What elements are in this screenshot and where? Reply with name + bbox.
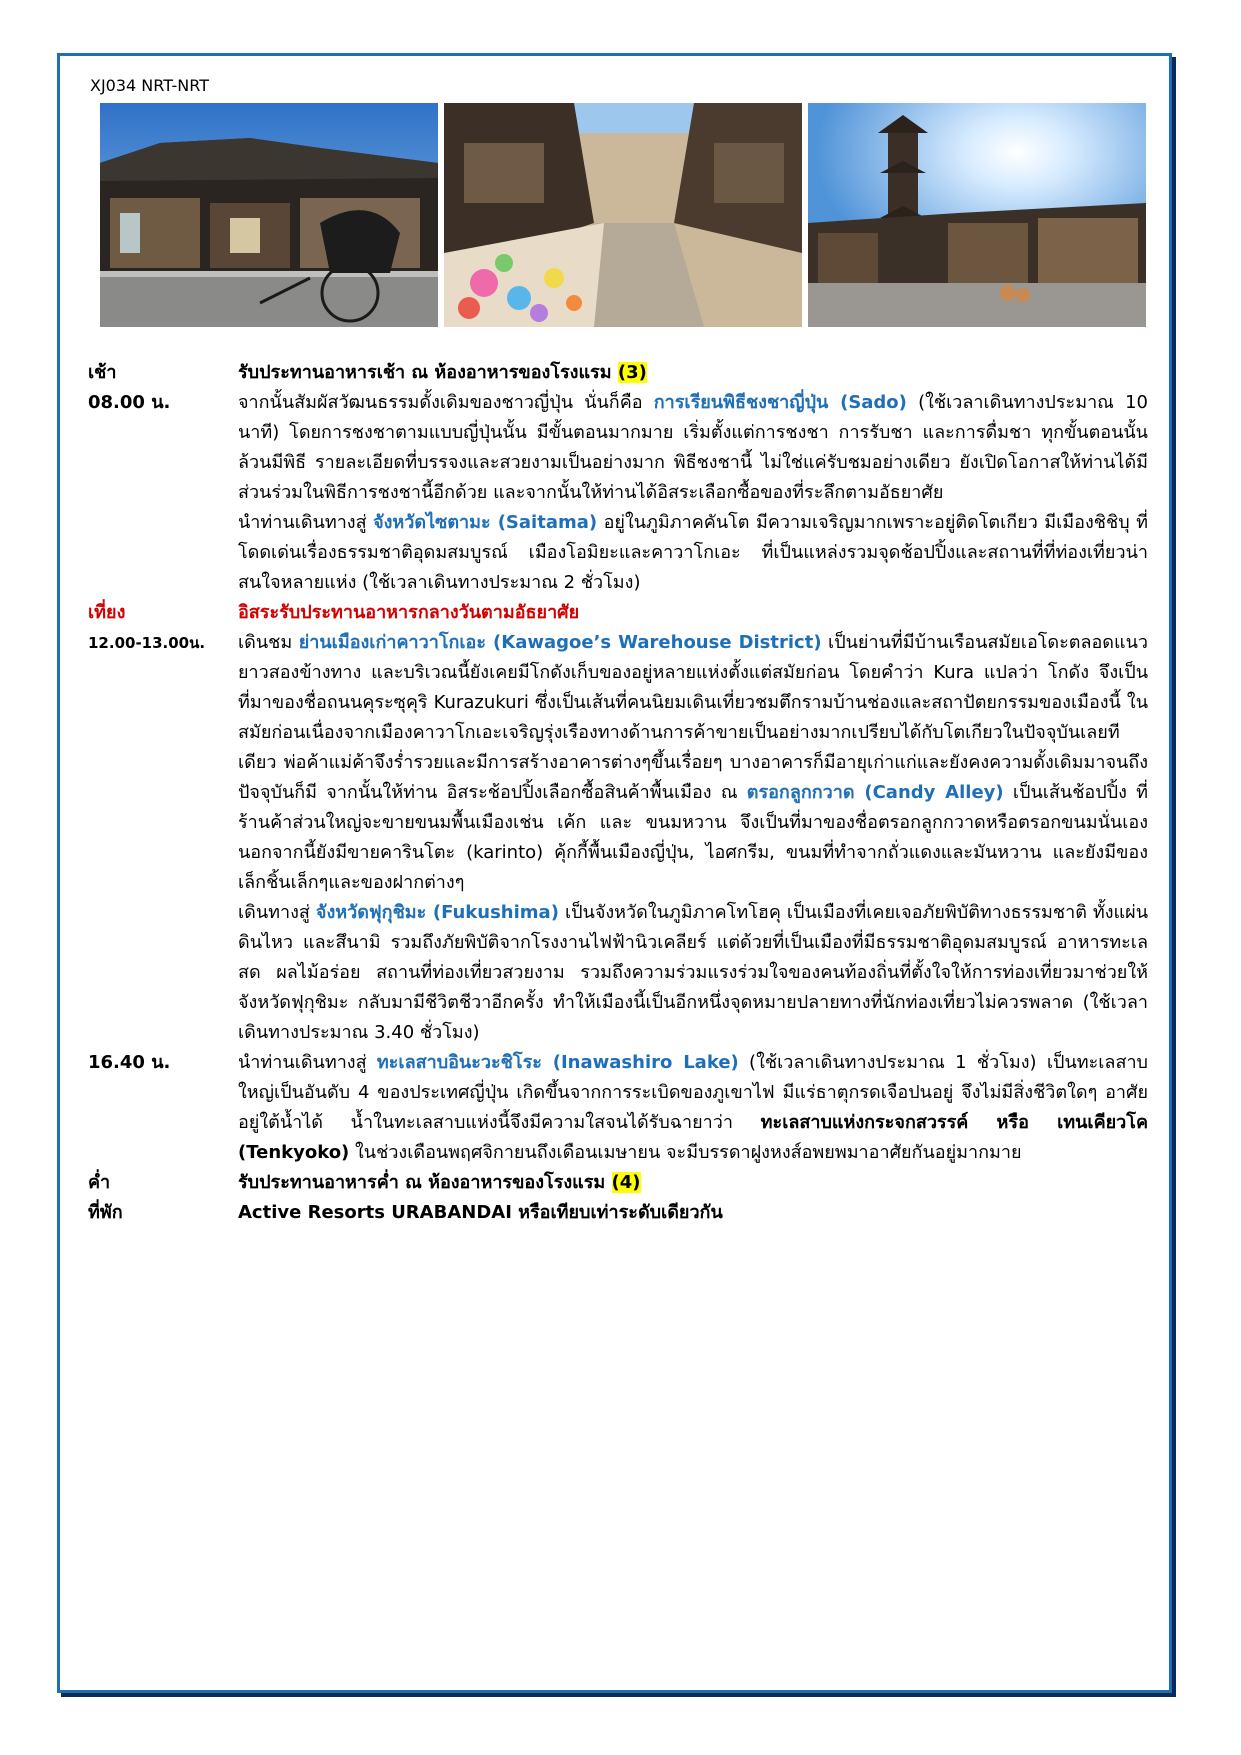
row-1200 — [88, 628, 1148, 1048]
description: นำท่านเดินทางสู่ ทะเลสาบอินะวะชิโระ (Inawashiro Lake) (ใช้เวลาเดินทางประมาณ 1 ชั่วโมง) เป็นทะเลสาบใหญ่เป็นอันดับ 4 ของประเทศญี่ปุ่น เกิดขึ้นจากการระเบิดของภูเขาไฟ มีแร่ธาตุกรดเจือปนอยู่ จึงไม่มีสิ่งชีวิตใดๆ อาศัยอยู่ใต้น้ำได้ น้ำในทะเลสาบแห่งนี้จึงมีความใสจนได้รับฉายาว่า ทะเลสาบแห่งกระจกสวรรค์ หรือ เทนเคียวโค (Tenkyoko) ในช่วงเดือนพฤศจิกายนถึงเดือนเมษายน จะมีบรรดาฝูงหงส์อพยพมาอาศัยกันอยู่มากมาย — [238, 1052, 1148, 1163]
row-breakfast — [88, 358, 1148, 388]
time-label: 16.40 น. — [88, 1052, 171, 1073]
breakfast-text: รับประทานอาหารเช้า ณ ห้องอาหารของโรงแรม (3) — [238, 362, 647, 383]
hotel-text: Active Resorts URABANDAI หรือเทียบเท่าระดับเดียวกัน — [238, 1202, 723, 1223]
description — [238, 628, 1148, 1048]
description — [238, 388, 1148, 598]
time-label: ที่พัก — [88, 1202, 123, 1223]
time-label: ค่ำ — [88, 1172, 111, 1193]
time-label: เช้า — [88, 362, 117, 383]
tour-code: XJ034 NRT-NRT — [90, 76, 209, 95]
photo-bell-tower — [808, 103, 1146, 327]
photo-kawagoe-street — [100, 103, 438, 327]
time-label: เที่ยง — [88, 602, 126, 623]
lunch-text: อิสระรับประทานอาหารกลางวันตามอัธยาศัย — [238, 602, 580, 623]
highlight-candy-alley: ตรอกลูกกวาด (Candy Alley) — [746, 782, 1004, 803]
highlight-kawagoe: ย่านเมืองเก่าคาวาโกเอะ (Kawagoe’s Warehouse District) — [298, 632, 822, 653]
meal-number: (3) — [617, 362, 647, 383]
highlight-sado: การเรียนพิธีชงชาญี่ปุ่น (Sado) — [653, 392, 907, 413]
photo-candy-alley — [444, 103, 802, 327]
paragraph: เดินทางสู่ จังหวัดฟุกุชิมะ (Fukushima) เป็นจังหวัดในภูมิภาคโทโฮคุ เป็นเมืองที่เคยเจอภัยพิบัติทางธรรมชาติ ทั้งแผ่นดินไหว และสึนามิ รวมถึงภัยพิบัติจากโรงงานไฟฟ้านิวเคลียร์ แต่ด้วยที่เป็นเมืองที่มีธรรมชาติอุดมสมบูรณ์ อาหารทะเลสด ผลไม้อร่อย สถานที่ท่องเที่ยวสวยงาม รวมถึงความร่วมแรงร่วมใจของคนท้องถิ่นที่ตั้งใจให้การท่องเที่ยวมาช่วยให้ จังหวัดฟุกุชิมะ กลับมามีชีวิตชีวาอีกครั้ง ทำให้เมืองนี้เป็นอีกหนึ่งจุดหมายปลายทางที่นักท่องเที่ยวไม่ควรพลาด (ใช้เวลาเดินทางประมาณ 3.40 ชั่วโมง) — [238, 902, 1148, 1043]
meal-number: (4) — [611, 1172, 641, 1193]
dinner-text: รับประทานอาหารค่ำ ณ ห้องอาหารของโรงแรม (4) — [238, 1172, 641, 1193]
row-0800 — [88, 388, 1148, 598]
paragraph: นำท่านเดินทางสู่ จังหวัดไซตามะ (Saitama) อยู่ในภูมิภาคคันโต มีความเจริญมากเพราะอยู่ติดโตเกียว มีเมืองชิชิบุ ที่โดดเด่นเรื่องธรรมชาติอุดมสมบูรณ์ เมืองโอมิยะและคาวาโกเอะ ที่เป็นแหล่งรวมจุดช้อปปิ้งและสถานที่ที่ท่องเที่ยวน่าสนใจหลายแห่ง (ใช้เวลาเดินทางประมาณ 2 ชั่วโมง) — [238, 512, 1148, 593]
row-hotel — [88, 1198, 1148, 1228]
highlight-tenkyoko: ทะเลสาบแห่งกระจกสวรรค์ หรือ เทนเคียวโค (Tenkyoko) — [238, 1112, 1148, 1163]
row-dinner — [88, 1168, 1148, 1198]
time-label: 08.00 น. — [88, 392, 171, 413]
highlight-fukushima: จังหวัดฟุกุชิมะ (Fukushima) — [315, 902, 559, 923]
highlight-saitama: จังหวัดไซตามะ (Saitama) — [373, 512, 598, 533]
row-lunch — [88, 598, 1148, 628]
paragraph: จากนั้นสัมผัสวัฒนธรรมดั้งเดิมของชาวญี่ปุ่น นั่นก็คือ การเรียนพิธีชงชาญี่ปุ่น (Sado) (ใช้เวลาเดินทางประมาณ 10 นาที) โดยการชงชาตามแบบญี่ปุ่นนั้น มีขั้นตอนมากมาย เริ่มตั้งแต่การชงชา การรับชา และการดื่มชา ทุกขั้นตอนนั้นล้วนมีพิธี รายละเอียดที่บรรจงและสวยงามเป็นอย่างมาก พิธีชงชานี้ ไม่ใช่แค่รับชมอย่างเดียว ยังเปิดโอกาสให้ท่านได้มีส่วนร่วมในพิธีการชงชานี้อีกด้วย และจากนั้นให้ท่านได้อิสระเลือกซื้อของที่ระลึกตามอัธยาศัย — [238, 392, 1148, 503]
row-1640 — [88, 1048, 1148, 1168]
paragraph: เดินชม ย่านเมืองเก่าคาวาโกเอะ (Kawagoe’s Warehouse District) เป็นย่านที่มีบ้านเรือนสมัยเอโดะตลอดแนวยาวสองข้างทาง และบริเวณนี้ยังเคยมีโกดังเก็บของอยู่หลายแห่งตั้งแต่สมัยก่อน โดยคำว่า Kura แปลว่า โกดัง จึงเป็นที่มาของชื่อถนนคุระซุคุริ Kurazukuri ซึ่งเป็นเส้นที่คนนิยมเดินเที่ยวชมตึกรามบ้านช่องและสถาปัตยกรรมของเมืองนี้ ในสมัยก่อนเนื่องจากเมืองคาวาโกเอะเจริญรุ่งเรืองทางด้านการค้าขายเป็นอย่างมากเปรียบได้กับโตเกียวในปัจจุบันเลยทีเดียว พ่อค้าแม่ค้าจึงร่ำรวยและมีการสร้างอาคารต่างๆขึ้นเรื่อยๆ บางอาคารก็มีอายุเก่าแก่และยังคงความดั้งเดิมมาจนถึงปัจจุบันก็มี จากนั้นให้ท่าน อิสระช้อปปิ้งเลือกซื้อสินค้าพื้นเมือง ณ ตรอกลูกกวาด (Candy Alley) เป็นเส้นช้อปปิ้ง ที่ร้านค้าส่วนใหญ่จะขายขนมพื้นเมืองเช่น เค้ก และ ขนมหวาน จึงเป็นที่มาของชื่อตรอกลูกกวาดหรือตรอกขนมนั่นเอง นอกจากนี้ยังมีขายคารินโตะ (karinto) คุ้กกี้พื้นเมืองญี่ปุ่น, ไอศกรีม, ขนมที่ทำจากถั่วแดงและมันหวาน และยังมีของเล็กชิ้นเล็กๆและของฝากต่างๆ — [238, 632, 1149, 893]
itinerary — [88, 358, 1148, 1228]
time-label: 12.00-13.00น. — [88, 634, 206, 652]
highlight-inawashiro: ทะเลสาบอินะวะชิโระ (Inawashiro Lake) — [376, 1052, 739, 1073]
